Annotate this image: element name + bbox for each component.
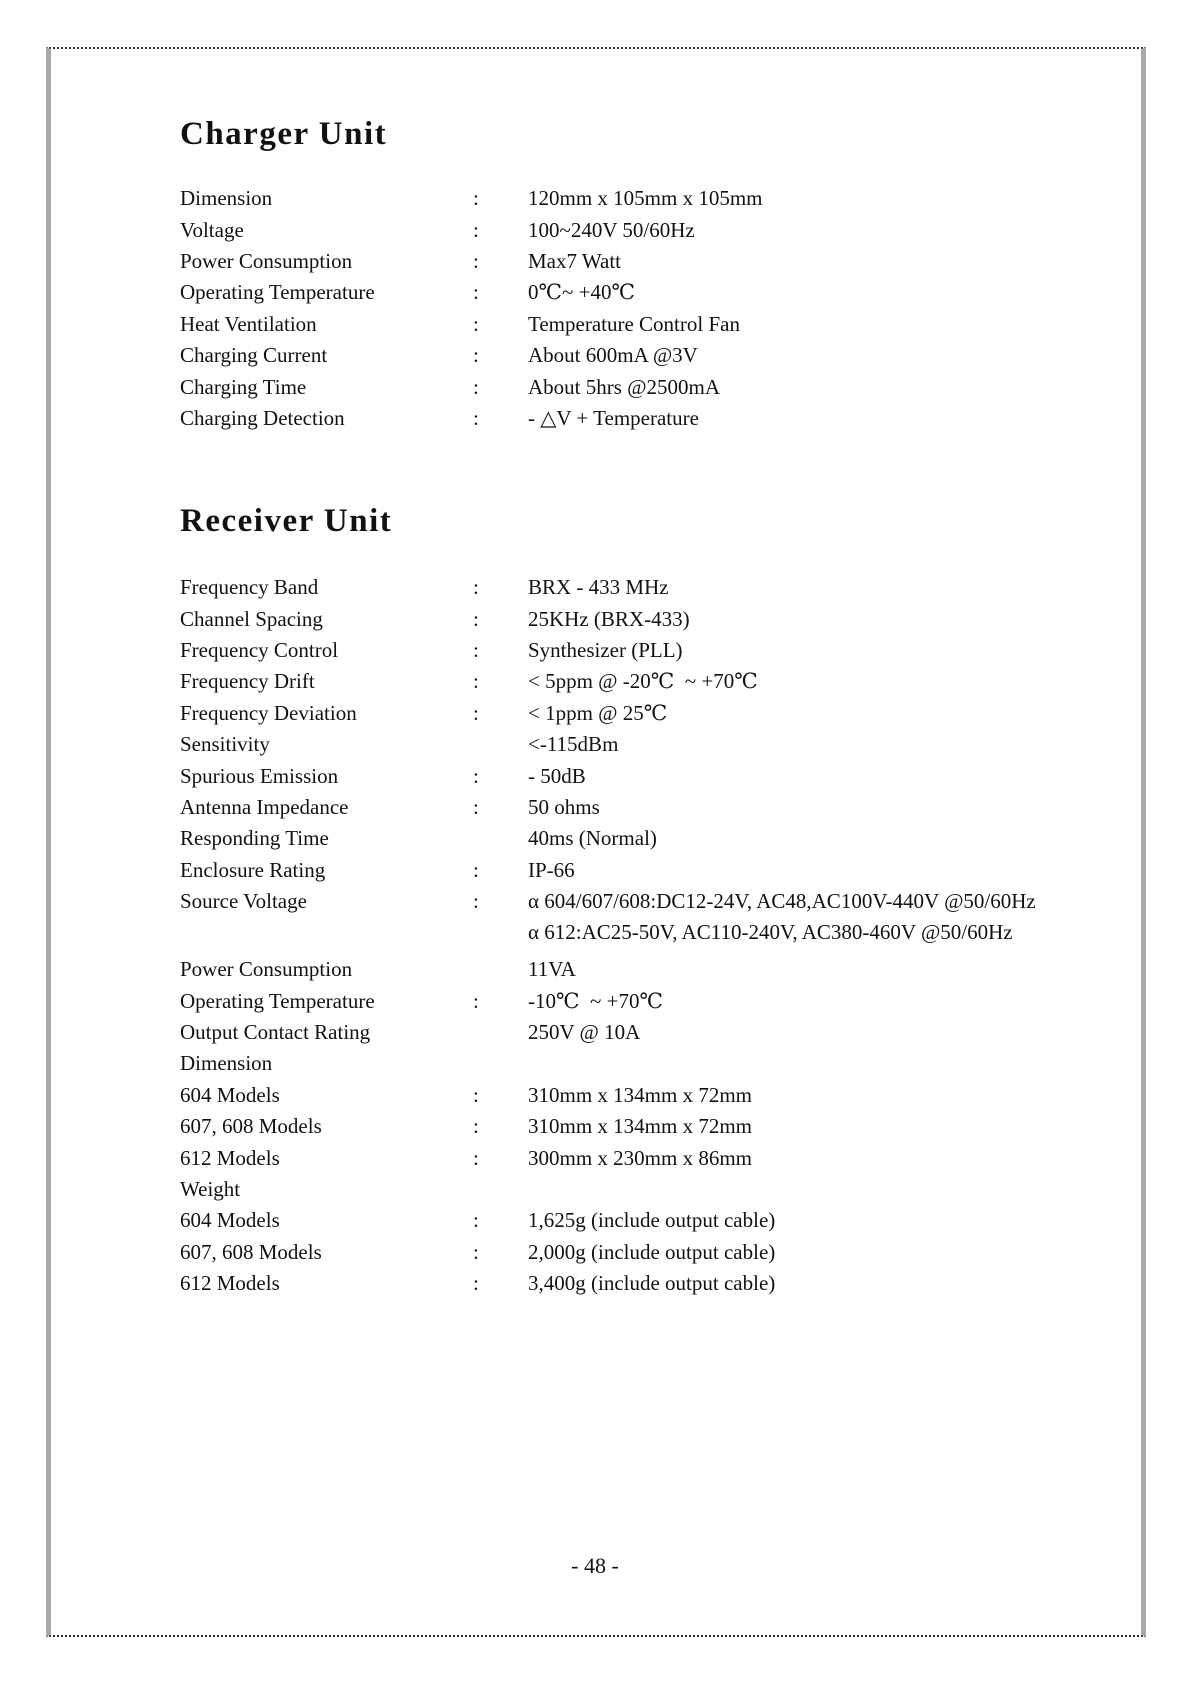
spec-colon: : [473,186,479,211]
spec-value: 40ms (Normal) [528,826,657,851]
spec-row-dimension [180,183,1100,214]
spec-row-charging-detection [180,403,1100,434]
spec-value: IP-66 [528,857,575,882]
spec-label: Frequency Drift [180,669,315,694]
spec-row-power-consumption [180,246,1100,277]
spec-label: Power Consumption [180,957,353,982]
spec-label: Antenna Impedance [180,794,349,819]
spec-label: Weight [180,1176,241,1201]
spec-row-weight-604 [180,1205,1100,1236]
spec-row-voltage [180,214,1100,245]
spec-value: -10℃ ~ +70℃ [528,988,663,1013]
spec-colon: : [473,374,479,399]
spec-label: Frequency Deviation [180,700,357,725]
spec-row-dimension-612 [180,1142,1100,1173]
spec-colon: : [473,857,479,882]
spec-value: About 600mA @3V [528,343,698,368]
spec-label: Frequency Control [180,637,339,662]
spec-value: 11VA [528,957,576,982]
spec-colon: : [473,606,479,631]
spec-row-operating-temperature [180,277,1100,308]
receiver-spec-table-lower [180,954,1100,1299]
page-number: - 48 - [571,1553,619,1578]
spec-row-responding-time [180,823,1100,854]
spec-value: BRX - 433 MHz [528,575,669,600]
charger-unit-heading: Charger Unit [180,116,388,152]
spec-value: 25KHz (BRX-433) [528,606,690,631]
spec-value: Temperature Control Fan [528,311,740,336]
spec-row-output-contact-rating [180,1017,1100,1048]
spec-label: Voltage [180,217,244,242]
spec-colon: : [473,1145,479,1170]
spec-row-channel-spacing [180,603,1100,634]
spec-value: α 604/607/608:DC12-24V, AC48,AC100V-440V @50/60Hz [528,889,1036,914]
spec-value: 310mm x 134mm x 72mm [528,1114,753,1139]
spec-colon: : [473,280,479,305]
spec-value: - △V + Temperature [528,405,699,430]
spec-colon: : [473,669,479,694]
spec-row-heat-ventilation [180,309,1100,340]
spec-colon: : [473,248,479,273]
spec-label: Operating Temperature [180,988,375,1013]
spec-value: About 5hrs @2500mA [528,374,721,399]
spec-value: α 612:AC25-50V, AC110-240V, AC380-460V @50/60Hz [528,920,1013,945]
spec-label: Channel Spacing [180,606,323,631]
spec-label: Enclosure Rating [180,857,326,882]
spec-colon: : [473,1082,479,1107]
spec-label: 607, 608 Models [180,1114,322,1139]
spec-value: 1,625g (include output cable) [528,1208,776,1233]
spec-label: Source Voltage [180,889,307,914]
spec-colon: : [473,1114,479,1139]
spec-row-dimension-header [180,1048,1100,1079]
spec-value: 3,400g (include output cable) [528,1271,776,1296]
spec-label: Output Contact Rating [180,1019,371,1044]
spec-row-source-voltage [180,886,1100,917]
spec-row-frequency-deviation [180,698,1100,729]
spec-label: 612 Models [180,1145,280,1170]
spec-label: 604 Models [180,1208,280,1233]
spec-value: 120mm x 105mm x 105mm [528,186,763,211]
spec-colon: : [473,763,479,788]
spec-row-weight-header [180,1174,1100,1205]
spec-value: 0℃~ +40℃ [528,280,635,305]
spec-row-frequency-band [180,572,1100,603]
spec-label: Sensitivity [180,732,270,757]
receiver-spec-table-upper [180,572,1100,949]
spec-label: Dimension [180,1051,273,1076]
spec-colon: : [473,343,479,368]
spec-value: < 5ppm @ -20℃ ~ +70℃ [528,669,758,694]
spec-value: Max7 Watt [528,248,621,273]
spec-row-dimension-604 [180,1080,1100,1111]
spec-label: 604 Models [180,1082,280,1107]
spec-label: Charging Current [180,343,328,368]
spec-value: 250V @ 10A [528,1019,641,1044]
spec-row-spurious-emission [180,760,1100,791]
spec-colon: : [473,575,479,600]
spec-label: Dimension [180,186,273,211]
spec-value: 100~240V 50/60Hz [528,217,695,242]
spec-colon: : [473,405,479,430]
spec-value: 50 ohms [528,794,600,819]
spec-value: <-115dBm [528,732,619,757]
spec-colon: : [473,311,479,336]
spec-label: Spurious Emission [180,763,339,788]
spec-row-sensitivity [180,729,1100,760]
spec-label: Frequency Band [180,575,319,600]
spec-label: 607, 608 Models [180,1239,322,1264]
spec-colon: : [473,700,479,725]
spec-colon: : [473,1239,479,1264]
spec-colon: : [473,794,479,819]
spec-colon: : [473,637,479,662]
receiver-unit-heading: Receiver Unit [180,503,393,539]
spec-label: Operating Temperature [180,280,375,305]
spec-row-frequency-drift [180,666,1100,697]
spec-row-antenna-impedance [180,792,1100,823]
spec-colon: : [473,889,479,914]
spec-colon: : [473,1208,479,1233]
spec-value: - 50dB [528,763,586,788]
spec-value: 2,000g (include output cable) [528,1239,776,1264]
spec-colon: : [473,217,479,242]
spec-value: Synthesizer (PLL) [528,637,683,662]
spec-row-weight-612 [180,1268,1100,1299]
spec-colon: : [473,1271,479,1296]
spec-label: Power Consumption [180,248,353,273]
spec-row-source-voltage-cont [180,917,1100,948]
spec-label: 612 Models [180,1271,280,1296]
spec-value: 300mm x 230mm x 86mm [528,1145,753,1170]
spec-row-power-consumption [180,954,1100,985]
spec-row-frequency-control [180,635,1100,666]
spec-row-charging-current [180,340,1100,371]
spec-colon: : [473,988,479,1013]
spec-label: Charging Time [180,374,307,399]
spec-value: 310mm x 134mm x 72mm [528,1082,753,1107]
spec-label: Charging Detection [180,405,345,430]
charger-spec-table [180,183,1100,434]
spec-row-operating-temperature [180,985,1100,1016]
spec-label: Responding Time [180,826,329,851]
spec-row-dimension-607-608 [180,1111,1100,1142]
spec-value: < 1ppm @ 25℃ [528,700,668,725]
spec-row-weight-607-608 [180,1237,1100,1268]
spec-label: Heat Ventilation [180,311,317,336]
spec-row-charging-time [180,371,1100,402]
spec-row-enclosure-rating [180,855,1100,886]
